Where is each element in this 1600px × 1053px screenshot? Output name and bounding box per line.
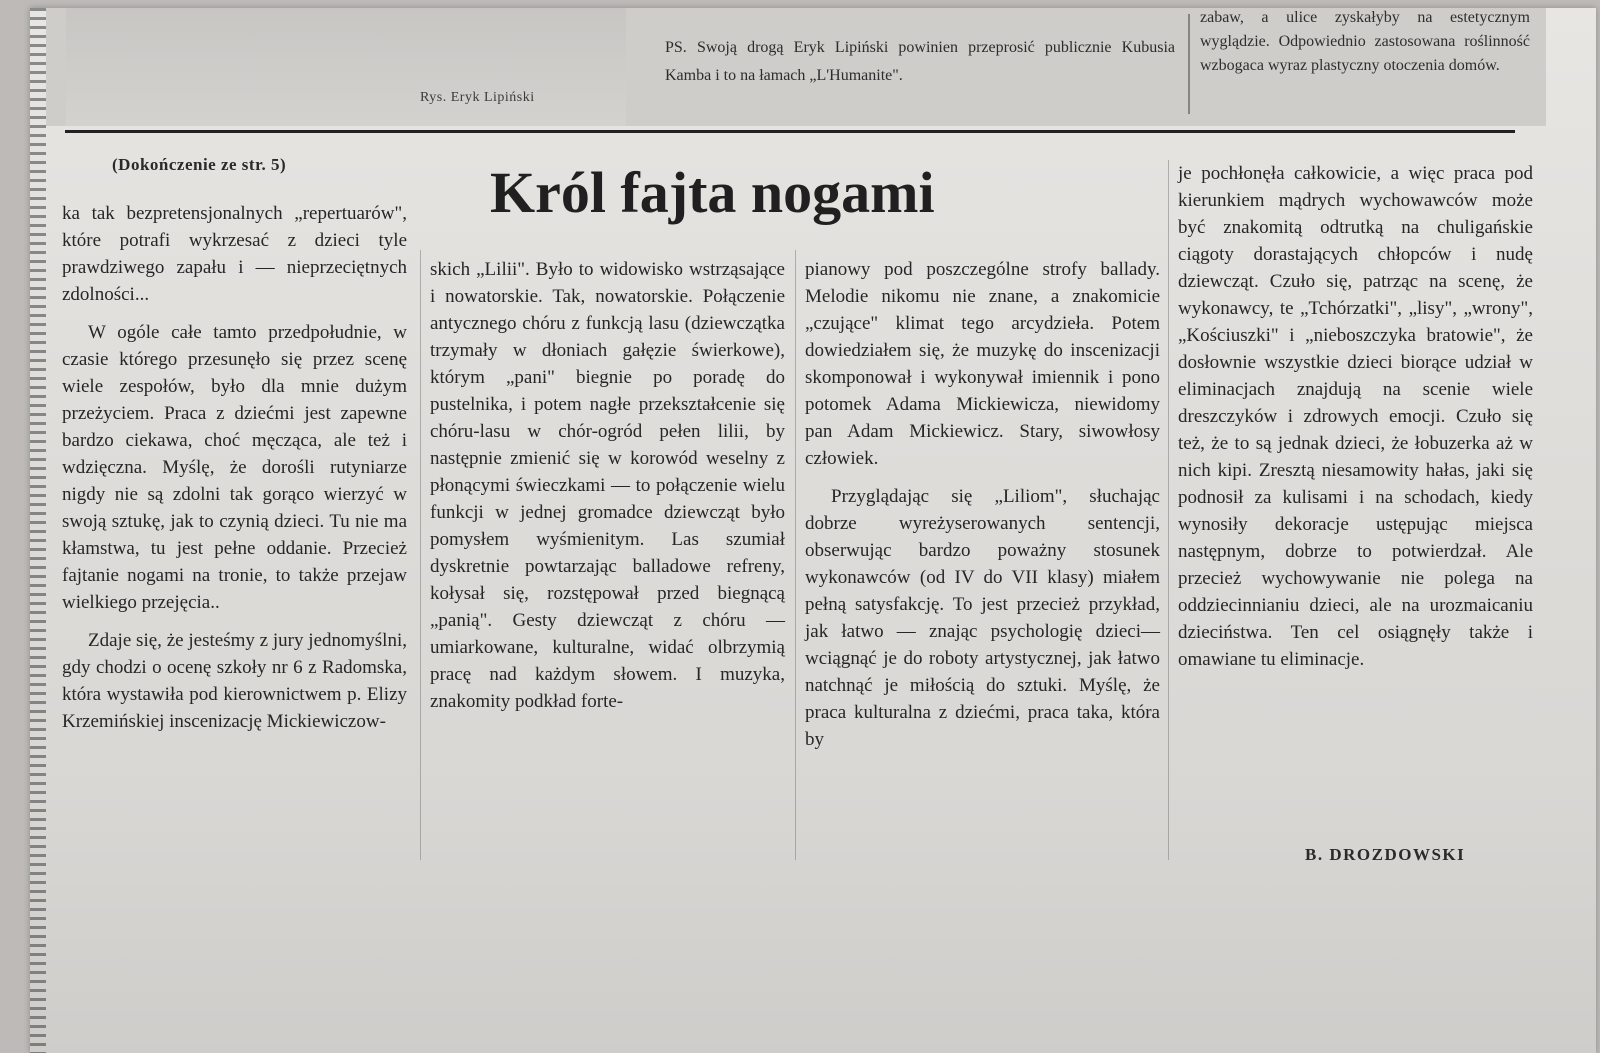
- continuation-note: (Dokończenie ze str. 5): [112, 155, 287, 174]
- ps-note: PS. Swoją drogą Eryk Lipiński powinien przeprosić publicznie Kubusia Kamba i to na łamach „L'Humanite".: [665, 39, 1175, 84]
- column-divider: [420, 250, 421, 860]
- column-divider: [1168, 160, 1169, 860]
- column-divider: [1188, 14, 1190, 114]
- headline: Król fajta nogami: [490, 160, 935, 225]
- paragraph: skich „Lilii". Było to widowisko wstrząsające i nowatorskie. Tak, nowatorskie. Połączenie antycznego chóru z funkcją lasu (dziewczątka trzymały w dłoniach gałęzie świerkowe), którym „pani" biegnie po poradę do pustelnika, i potem nagłe przekształcenie się chóru-lasu w chór-ogród pełen lilii, by następnie zmienić się w korowód weselny z płonącymi świeczkami — to połączenie wielu funkcji w jednej gromadce dziewcząt było pomysłem wyśmienitym. Las szumiał dyskretnie powtarzając balladowe refreny, kołysał się, rozstępował przed biegnącą „panią". Gesty dziewcząt z chóru — umiarkowane, kulturalne, widać olbrzymią pracę nad każdym słowem. I muzyka, znakomity podkład forte-: [430, 259, 785, 712]
- article-column-3: [805, 256, 1160, 753]
- column-divider: [795, 250, 796, 860]
- paragraph: Zdaje się, że jesteśmy z jury jednomyślni, gdy chodzi o ocenę szkoły nr 6 z Radomska, która wystawiła pod kierownictwem p. Elizy Krzemińskiej inscenizację Mickiewiczow-: [62, 630, 407, 732]
- article-column-2: [430, 256, 785, 715]
- article-column-4: [1178, 160, 1533, 673]
- paragraph: je pochłonęła całkowicie, a więc praca pod kierunkiem mądrych wychowawców może być znakomitą odtrutką na chuligańskie ciągoty dorastających chłopców i nudę dziewcząt. Czuło się, patrząc na scenę, że wykonawcy, te „Tchórzatki", „lisy", „wrony", „Kościuszki" i „nieboszczyka bratowie", że dosłownie wszystkie dzieci biorące udział w eliminacjach znajdują na scenie wiele dreszczyków i zdrowych emocji. Czuło się też, że to są jednak dzieci, że łobuzerka aż w nich kipi. Zresztą niesamowity hałas, jaki się podnosił za kulisami i na schodach, kiedy wynosiły dekoracje ustępując miejsca następnym, dobrze to potwierdzał. Ale przecież wychowywanie nie polega na oddziecinnianiu dzieci, ale na urozmaicaniu dzieciństwa. Ten cel osiągnęły także i omawiane tu eliminacje.: [1178, 163, 1533, 670]
- paragraph: ka tak bezpretensjonalnych „repertuarów", które potrafi wykrzesać z dzieci tyle prawdziwego zapału i — nieprzeciętnych zdolności...: [62, 203, 407, 305]
- previous-article-tail: zabaw, a ulice zyskałyby na estetycznym wyglądzie. Odpowiednio zastosowana roślinność wzbogaca wyraz plastyczny otoczenia domów.: [1200, 9, 1530, 74]
- torn-edge: [30, 8, 46, 1053]
- cartoon-credit: Rys. Eryk Lipiński: [420, 90, 535, 105]
- paragraph: W ogóle całe tamto przedpołudnie, w czasie którego przesunęło się przez scenę wiele zespołów, było dla mnie dużym przeżyciem. Praca z dziećmi jest zapewne bardzo ciekawa, choć męcząca, ale też i wdzięczna. Myślę, że dorośli rutyniarze nigdy nie są zdolni tak gorąco wierzyć w swoją sztukę, jak to czynią dzieci. Tu nie ma kłamstwa, tu jest pełne oddanie. Przecież fajtanie nogami na tronie, to także przejaw wielkiego przejęcia..: [62, 322, 407, 613]
- cartoon-fragment: [66, 8, 626, 126]
- author-signature: B. DROZDOWSKI: [1305, 845, 1466, 864]
- section-rule: [65, 130, 1515, 133]
- paragraph: pianowy pod poszczególne strofy ballady. Melodie nikomu nie znane, a znakomicie „czujące" klimat tego arcydzieła. Potem dowiedziałem się, że muzykę do inscenizacji skomponował i wykonywał imiennik i pono potomek Adama Mickiewicza, niewidomy pan Adam Mickiewicz. Stary, siwowłosy człowiek.: [805, 259, 1160, 469]
- article-column-1: [62, 200, 407, 735]
- paragraph: Przyglądając się „Liliom", słuchając dobrze wyreżyserowanych sentencji, obserwując bardzo poważny stosunek wykonawców (od IV do VII klasy) miałem pełną satysfakcję. To jest przecież przykład, jak łatwo — znając psychologię dzieci—wciągnąć je do roboty artystycznej, jak łatwo natchnąć je miłością do sztuki. Myślę, że praca kulturalna z dziećmi, praca taka, która by: [805, 486, 1160, 750]
